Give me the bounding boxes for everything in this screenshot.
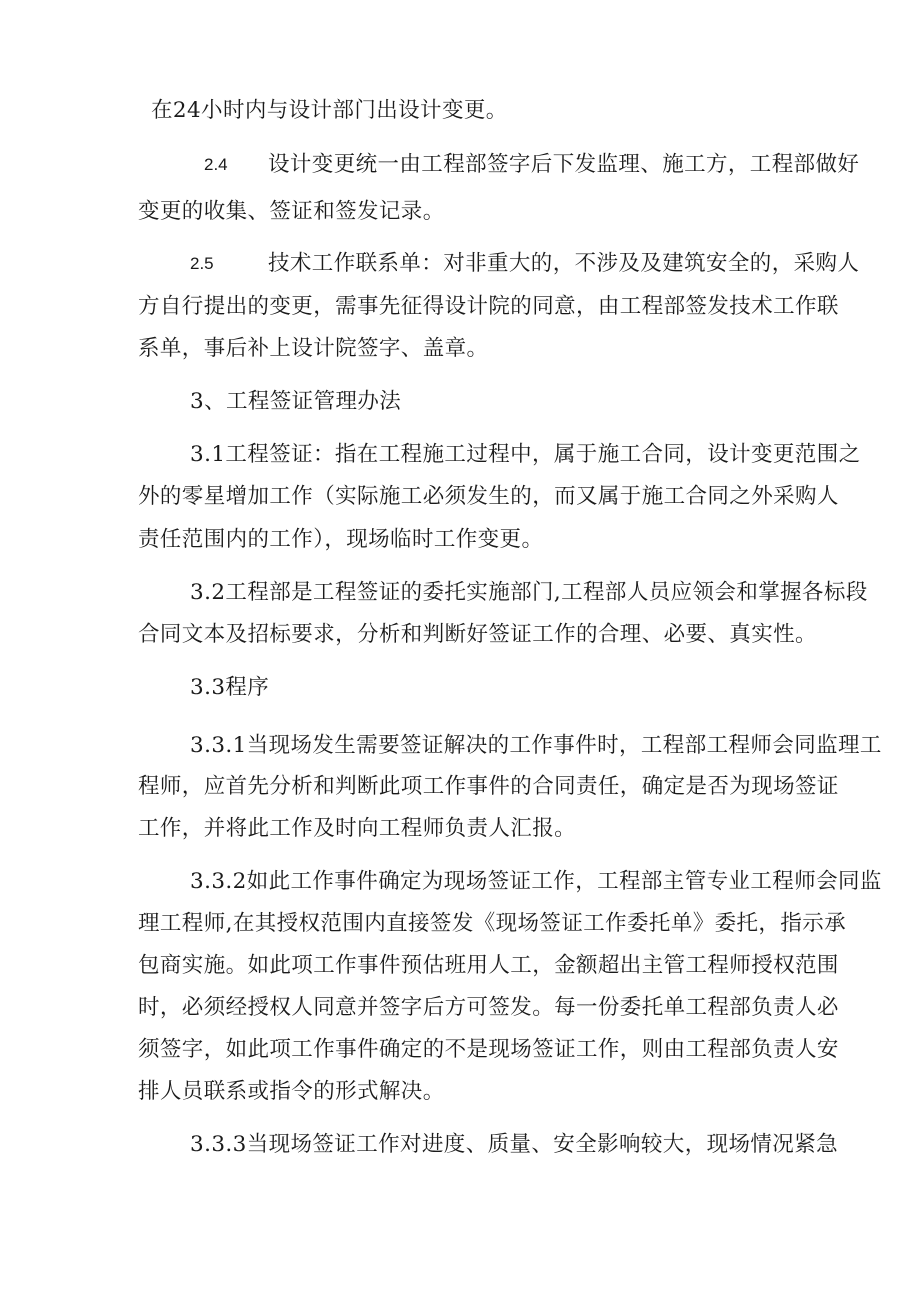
text-line: 3.3.3当现场签证工作对进度、质量、安全影响较大，现场情况紧急 [190,1132,839,1157]
text-line: 工作，并将此工作及时向工程师负责人汇报。 [138,816,577,841]
text-line: 变更的收集、签证和签发记录。 [138,199,445,224]
text-line: 排人员联系或指令的形式解决。 [138,1079,445,1104]
text-line: 包商实施。如此项工作事件预估班用人工，金额超出主管工程师授权范围 [138,953,839,978]
text-line: 责任范围内的工作），现场临时工作变更。 [138,527,544,552]
text-line: 3.2工程部是工程签证的委托实施部门,工程部人员应领会和掌握各标段 [190,580,868,605]
section-number-2-4: 2.4 [204,155,228,174]
section-heading: 3、工程签证管理办法 [190,389,402,414]
text-line: 技术工作联系单：对非重大的，不涉及及建筑安全的，采购人 [268,251,860,276]
text-line: 在24小时内与设计部门出设计变更。 [151,98,508,123]
text-line: 设计变更统一由工程部签字后下发监理、施工方，工程部做好 [268,152,860,177]
text-line: 合同文本及招标要求，分析和判断好签证工作的合理、必要、真实性。 [138,622,817,647]
text-line: 3.3.1当现场发生需要签证解决的工作事件时，工程部工程师会同监理工 [190,733,882,758]
section-heading: 3.3程序 [190,675,270,700]
text-line: 3.1工程签证：指在工程施工过程中，属于施工合同，设计变更范围之 [190,442,861,467]
text-line: 3.3.2如此工作事件确定为现场签证工作，工程部主管专业工程师会同监 [190,869,882,894]
text-line: 方自行提出的变更，需事先征得设计院的同意，由工程部签发技术工作联 [138,294,839,319]
text-line: 外的零星增加工作（实际施工必须发生的，而又属于施工合同之外采购人 [138,484,839,509]
text-line: 程师，应首先分析和判断此项工作事件的合同责任，确定是否为现场签证 [138,774,839,799]
text-line: 理工程师,在其授权范围内直接签发《现场签证工作委托单》委托，指示承 [138,911,847,936]
text-line: 时，必须经授权人同意并签字后方可签发。每一份委托单工程部负责人必 [138,995,839,1020]
text-line: 系单，事后补上设计院签字、盖章。 [138,336,489,361]
text-line: 须签字，如此项工作事件确定的不是现场签证工作，则由工程部负责人安 [138,1037,839,1062]
section-number-2-5: 2.5 [190,254,214,273]
